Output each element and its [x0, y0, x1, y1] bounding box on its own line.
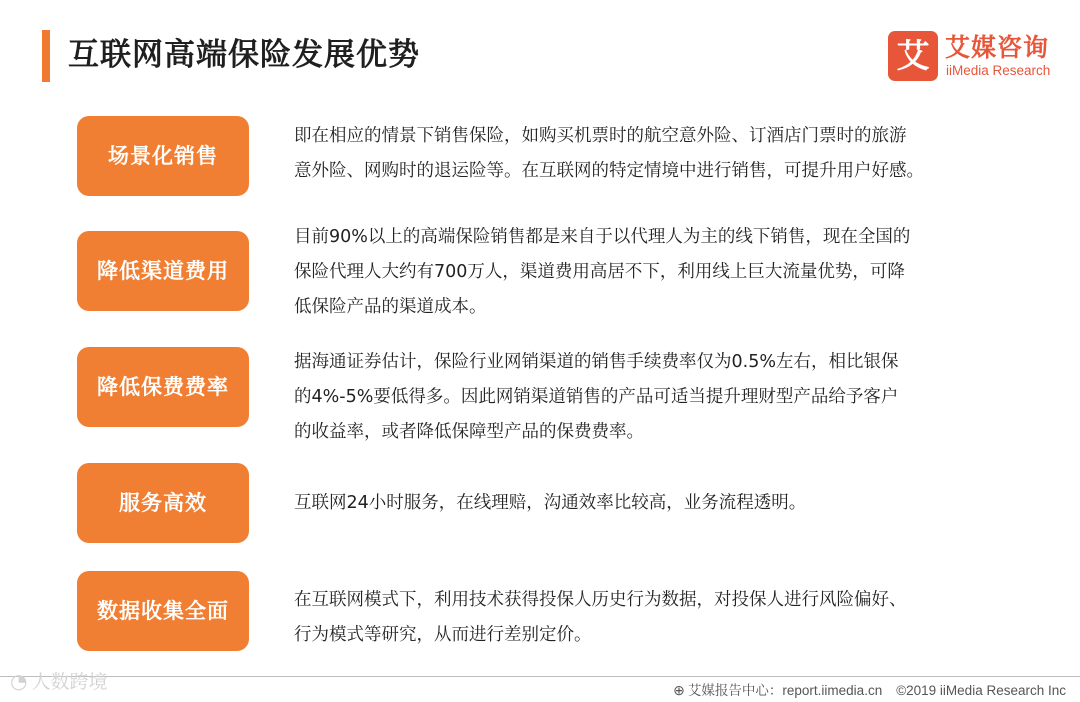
- advantage-description: [294, 583, 1034, 653]
- advantage-description: [294, 486, 1034, 521]
- description-line: 保险代理人大约有700万人，渠道费用高居不下，利用线上巨大流量优势，可降: [294, 262, 905, 282]
- footer-copyright: ©2019 iiMedia Research Inc: [896, 683, 1066, 698]
- description-line: 意外险、网购时的退运险等。在互联网的特定情境中进行销售，可提升用户好感。: [294, 161, 924, 181]
- description-line: 的4%-5%要低得多。因此网销渠道销售的产品可适当提升理财型产品给予客户: [294, 387, 899, 407]
- advantage-description: [294, 220, 1034, 325]
- watermark: [10, 667, 107, 694]
- advantage-label: 降低保费费率: [77, 347, 249, 427]
- description-line: 低保险产品的渠道成本。: [294, 297, 487, 317]
- footer-source: 艾媒报告中心：report.iimedia.cn: [687, 683, 883, 698]
- watermark-text: 人数跨境: [31, 671, 108, 693]
- logo-name-en: iiMedia Research: [946, 63, 1051, 78]
- logo-name-cn: 艾媒咨询: [945, 33, 1050, 62]
- advantage-description: [294, 119, 1034, 189]
- description-line: 行为模式等研究，从而进行差别定价。: [294, 625, 592, 645]
- description-line: 互联网24小时服务，在线理赔，沟通效率比较高，业务流程透明。: [294, 493, 807, 513]
- logo-mark-icon: 艾: [888, 31, 938, 81]
- globe-icon: ⊕: [673, 682, 685, 698]
- footer-divider: [0, 676, 1080, 677]
- advantage-label: 服务高效: [77, 463, 249, 543]
- title-accent-bar: [42, 30, 50, 82]
- watermark-icon: ◔: [10, 669, 28, 693]
- description-line: 的收益率，或者降低保障型产品的保费费率。: [294, 422, 644, 442]
- advantage-description: [294, 345, 1034, 450]
- advantage-label: 数据收集全面: [77, 571, 249, 651]
- description-line: 在互联网模式下，利用技术获得投保人历史行为数据，对投保人进行风险偏好、: [294, 590, 907, 610]
- description-line: 据海通证券估计，保险行业网销渠道的销售手续费率仅为0.5%左右，相比银保: [294, 352, 899, 372]
- advantage-label: 降低渠道费用: [77, 231, 249, 311]
- footer: [673, 679, 1066, 699]
- description-line: 目前90%以上的高端保险销售都是来自于以代理人为主的线下销售，现在全国的: [294, 227, 911, 247]
- iimedia-logo: [888, 31, 1063, 83]
- page-title: 互联网高端保险发展优势: [68, 37, 420, 73]
- description-line: 即在相应的情景下销售保险，如购买机票时的航空意外险、订酒店门票时的旅游: [294, 126, 907, 146]
- advantage-label: 场景化销售: [77, 116, 249, 196]
